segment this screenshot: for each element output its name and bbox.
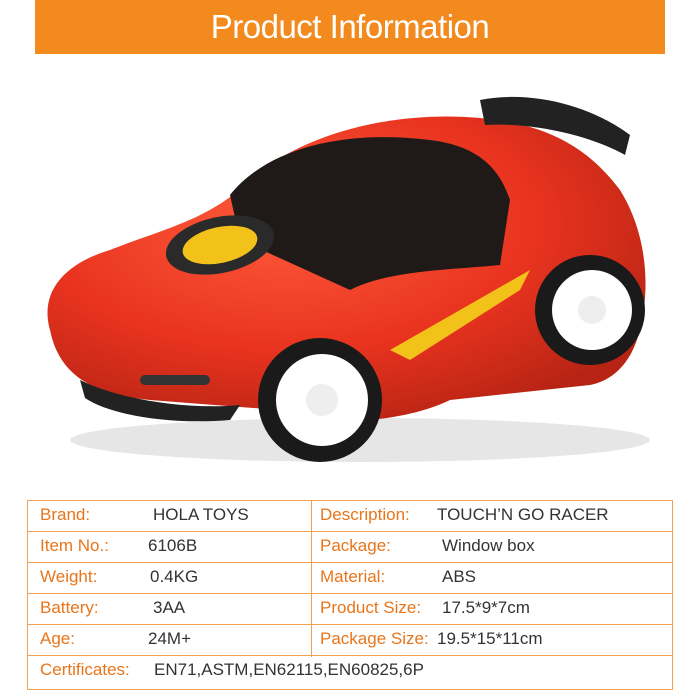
page-title: Product Information [210, 8, 490, 45]
weight-label: Weight: [40, 567, 98, 586]
package-size-value: 19.5*15*11cm [437, 629, 543, 648]
certificates-value: EN71,ASTM,EN62115,EN60825,6P [154, 660, 424, 679]
product-size-value: 17.5*9*7cm [442, 598, 530, 617]
table-row [28, 532, 672, 563]
material-value: ABS [442, 567, 477, 586]
battery-value: 3AA [153, 598, 186, 617]
description-label: Description: [320, 505, 410, 524]
toy-car-illustration [30, 80, 670, 480]
table-row [28, 656, 672, 687]
brand-label: Brand: [40, 505, 91, 524]
age-label: Age: [40, 629, 75, 648]
age-value: 24M+ [148, 629, 191, 648]
table-row [28, 625, 672, 656]
header-banner [35, 0, 665, 54]
table-row [28, 594, 672, 625]
material-label: Material: [320, 567, 386, 586]
specs-table [27, 500, 673, 690]
item-value: 6106B [148, 536, 198, 555]
product-image [30, 80, 670, 480]
table-row [28, 501, 672, 532]
table-row [28, 563, 672, 594]
certificates-label: Certificates: [40, 660, 130, 679]
package-size-label: Package Size: [320, 629, 429, 648]
brand-value: HOLA TOYS [153, 505, 249, 524]
package-label: Package: [320, 536, 391, 555]
headlight [140, 375, 210, 385]
battery-label: Battery: [40, 598, 99, 617]
item-label: Item No.: [40, 536, 109, 555]
package-value: Window box [442, 536, 535, 555]
product-size-label: Product Size: [320, 598, 422, 617]
weight-value: 0.4KG [150, 567, 199, 586]
description-value: TOUCH’N GO RACER [437, 505, 609, 524]
